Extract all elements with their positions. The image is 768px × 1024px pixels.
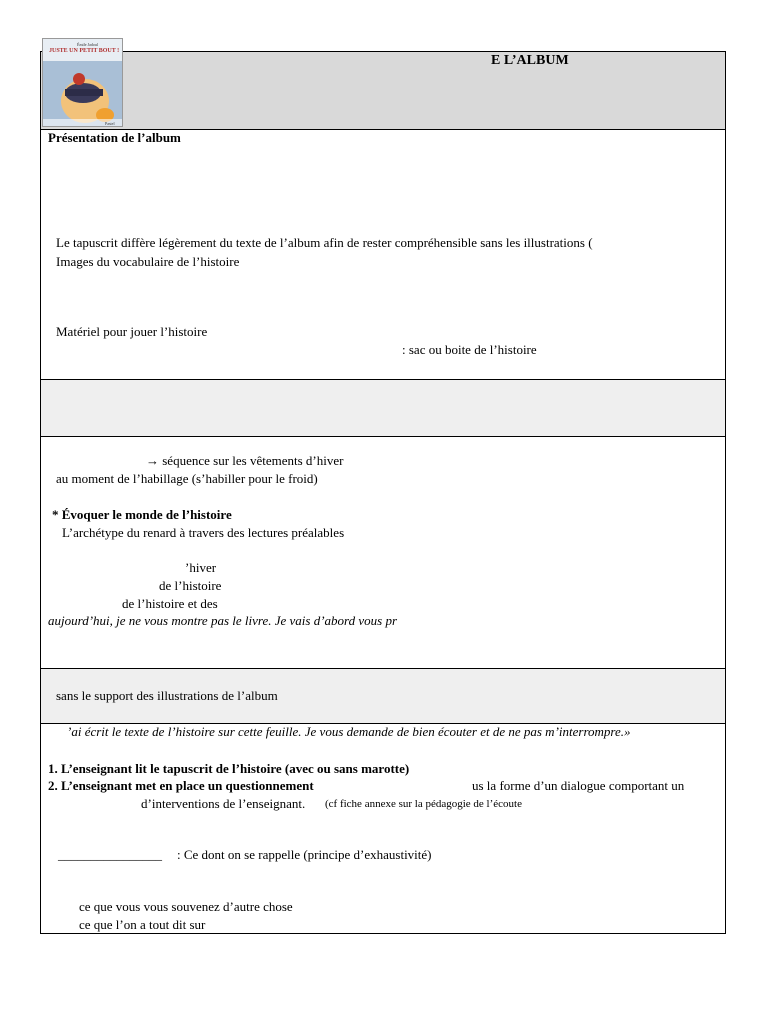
step-text: 1. L’enseignant lit le tapuscrit de l’histoire (avec ou sans marotte) [48,761,410,776]
body-text: de l’histoire [159,578,222,593]
body-text: d’interventions de l’enseignant. [141,796,306,811]
body-text: au moment de l’habillage (s’habiller pour le froid) [56,471,318,486]
body-text: ce que l’on a tout dit sur [79,917,206,932]
body-text: ’hiver [185,560,217,575]
body-text: (cf fiche annexe sur la pédagogie de l’écoute [325,798,522,810]
body-text: sans le support des illustrations de l’album [56,688,278,703]
section-heading: * Évoquer le monde de l’histoire [52,507,232,522]
body-text: ce que vous vous souvenez d’autre chose [79,899,293,914]
body-text: L’archétype du renard à travers des lectures préalables [62,525,345,540]
cover-title: JUSTE UN PETIT BOUT ! [49,48,120,54]
body-text: : Ce dont on se rappelle (principe d’exhaustivité) [177,847,432,862]
body-text: Images du vocabulaire de l’histoire [56,254,240,269]
step-text: 2. L’enseignant met en place un questionnement [48,778,314,793]
cover-publisher: Pastel [105,121,115,126]
quote-text: ’ai écrit le texte de l’histoire sur cette feuille. Je vous demande de bien écouter et de ne pas m’interrompre.» [67,724,631,739]
page-title: E L’ALBUM [491,53,569,68]
body-text: : sac ou boite de l’histoire [402,342,537,357]
body-text: us la forme d’un dialogue comportant un [472,778,685,793]
blank-line: ________________ [58,847,162,862]
body-text: de l’histoire et des [122,596,218,611]
body-text: aujourd’hui, je ne vous montre pas le livre. Je vais d’abord vous pr [48,613,398,628]
book-cover-image [42,38,123,127]
cover-author: Émile Jadoul [77,42,98,47]
section-heading: Présentation de l’album [48,130,181,145]
body-text: → séquence sur les vêtements d’hiver [146,453,344,468]
body-text: Le tapuscrit diffère légèrement du texte de l’album afin de rester compréhensible sans les illustrations ( [56,235,593,250]
body-text: Matériel pour jouer l’histoire [56,324,208,339]
